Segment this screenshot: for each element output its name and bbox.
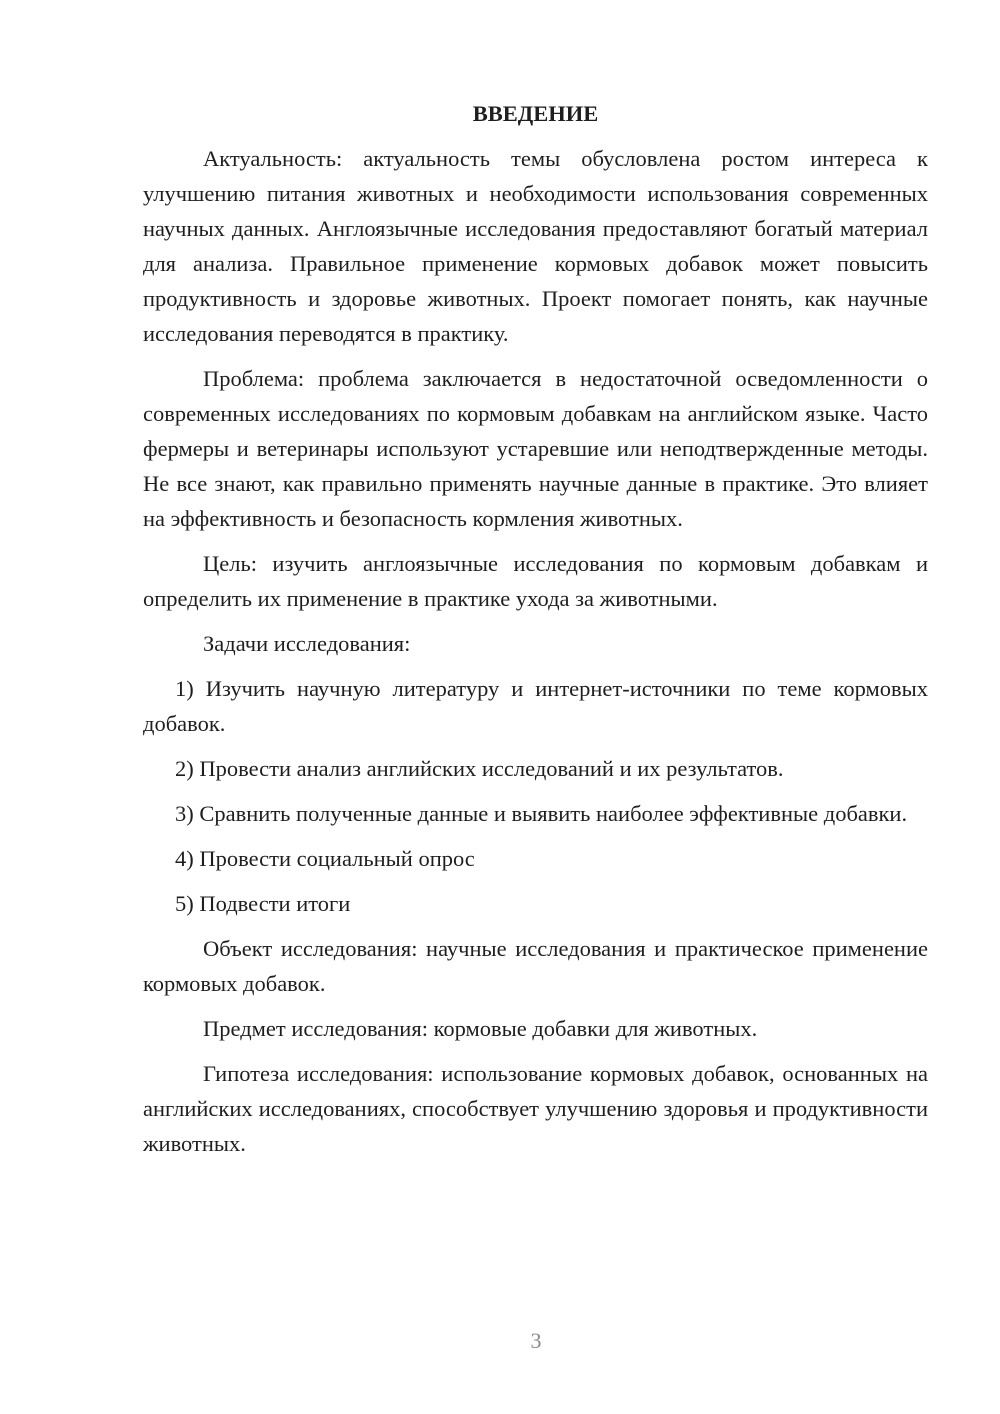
tasks-heading: Задачи исследования: — [203, 631, 411, 656]
paragraph-object: Объект исследования: научные исследования и практическое применение кормовых добавок. — [143, 936, 928, 996]
task-item-5: 5) Подвести итоги — [175, 891, 351, 916]
paragraph-problem: Проблема: проблема заключается в недостаточной осведомленности о современных исследованиях по кормовым добавкам на английском языке. Часто фермеры и ветеринары используют устаревшие или неподтвержденные методы. Не все знают, как правильно применять научные данные в практике. Это влияет на эффективность и безопасность кормления животных. — [143, 366, 928, 531]
document-page — [143, 96, 928, 1171]
paragraph-hypothesis: Гипотеза исследования: использование кормовых добавок, основанных на английских исследованиях, способствует улучшению здоровья и продуктивности животных. — [143, 1061, 928, 1156]
paragraph-goal: Цель: изучить англоязычные исследования по кормовым добавкам и определить их применение в практике ухода за животными. — [143, 551, 928, 611]
task-item-1: 1) Изучить научную литературу и интернет-источники по теме кормовых добавок. — [143, 676, 928, 736]
section-title: ВВЕДЕНИЕ — [472, 101, 599, 126]
page-number: 3 — [530, 1328, 542, 1353]
task-item-4: 4) Провести социальный опрос — [175, 846, 475, 871]
paragraph-relevance: Актуальность: актуальность темы обусловлена ростом интереса к улучшению питания животных и необходимости использования современных научных данных. Англоязычные исследования предоставляют богатый материал для анализа. Правильное применение кормовых добавок может повысить продуктивность и здоровье животных. Проект помогает понять, как научные исследования переводятся в практику. — [143, 146, 928, 346]
task-item-3: 3) Сравнить полученные данные и выявить наиболее эффективные добавки. — [175, 801, 908, 826]
paragraph-subject: Предмет исследования: кормовые добавки для животных. — [203, 1016, 758, 1041]
task-item-2: 2) Провести анализ английских исследований и их результатов. — [175, 756, 784, 781]
